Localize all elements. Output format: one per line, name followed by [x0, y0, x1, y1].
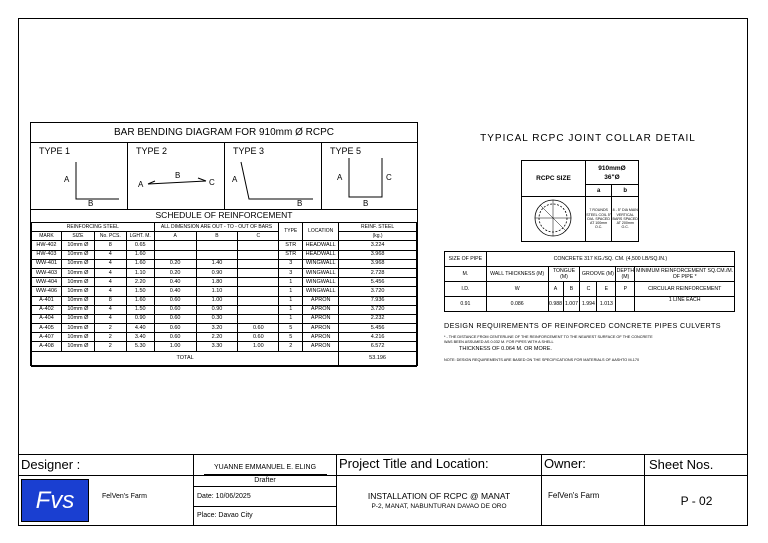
- project-title: INSTALLATION OF RCPC @ MANAT: [367, 491, 511, 501]
- table-cell: APRON: [303, 333, 339, 342]
- table-cell: 5.30: [126, 342, 154, 351]
- groove-header: GROOVE (M): [580, 267, 616, 282]
- table-cell: 8: [94, 241, 126, 250]
- total-label: TOTAL: [32, 351, 339, 366]
- type-1-diagram: [31, 142, 128, 209]
- table-cell: 0.90: [126, 314, 154, 323]
- circular-reinf-label: CIRCULAR REINFORCEMENT: [635, 282, 735, 297]
- header-b: B: [196, 232, 238, 241]
- table-cell: 3.224: [339, 241, 417, 250]
- table-cell: HEADWALL: [303, 241, 339, 250]
- table-cell: 1.60: [126, 259, 154, 268]
- c-value: 1.994: [580, 297, 597, 312]
- table-cell: A-407: [32, 333, 62, 342]
- header-type: TYPE: [279, 223, 303, 241]
- depth-header: DEPTH (M): [616, 268, 635, 280]
- table-cell: 3.968: [339, 250, 417, 259]
- table-cell: 10mm Ø: [61, 259, 94, 268]
- table-cell: [238, 241, 279, 250]
- p-value: [616, 297, 635, 312]
- table-cell: A-402: [32, 305, 62, 314]
- table-cell: 4: [94, 259, 126, 268]
- table-cell: [238, 268, 279, 277]
- type-2-label: TYPE 2: [136, 146, 168, 156]
- project-cell: [336, 454, 541, 526]
- table-cell: 2.20: [126, 278, 154, 287]
- pipe-section-icon: [522, 197, 584, 239]
- table-cell: 1.00: [238, 342, 279, 351]
- table-cell: 0.60: [154, 296, 196, 305]
- table-cell: 4: [94, 305, 126, 314]
- table-cell: 1.60: [126, 250, 154, 259]
- table-cell: A-404: [32, 314, 62, 323]
- table-cell: [238, 314, 279, 323]
- type-5-c: C: [386, 173, 392, 182]
- drafter-divider: [194, 486, 336, 487]
- table-cell: 1.10: [126, 268, 154, 277]
- wall-thickness-header: WALL THICKNESS (M): [486, 267, 548, 282]
- table-cell: 3.720: [339, 305, 417, 314]
- w-value: 0.086: [486, 297, 548, 312]
- table-cell: 6.572: [339, 342, 417, 351]
- schedule-header-row-2: [32, 232, 417, 241]
- design-note-1: * - THE DISTANCE FROM CENTERLINE OF THE REINFORCEMENT TO THE NEAREST SURFACE OF THE CONCRETE WAS BEEN ASSUMED AS 0.032 M. FOR PIPES WITH A SHELL: [444, 335, 653, 344]
- table-cell: 1: [279, 305, 303, 314]
- min-reinf-header: MINIMUM REINFORCEMENT SQ.CM./M. OF PIPE *: [636, 268, 734, 280]
- table-row: [32, 333, 417, 342]
- table-row: [32, 241, 417, 250]
- table-cell: STR: [279, 241, 303, 250]
- schedule-total-row: [32, 351, 417, 366]
- drafter-cell: [193, 454, 336, 526]
- sheet-number: P - 02: [680, 494, 713, 508]
- b-label: B: [563, 282, 580, 297]
- owner-value: FelVen's Farm: [548, 491, 600, 500]
- collar-section-drawing: [522, 197, 586, 242]
- tongue-header: TONGUE (M): [548, 267, 580, 282]
- type-1-b: B: [88, 199, 94, 208]
- table-cell: 0.40: [154, 287, 196, 296]
- rcpc-size-value: 910mmØ 36"Ø: [585, 161, 638, 185]
- logo-text: Fvs: [35, 487, 75, 514]
- table-cell: 0.20: [154, 259, 196, 268]
- table-cell: WW-406: [32, 287, 62, 296]
- table-cell: HW-402: [32, 241, 62, 250]
- table-cell: HEADWALL: [303, 250, 339, 259]
- schedule-table: [31, 222, 417, 367]
- table-cell: WW-404: [32, 278, 62, 287]
- col-b-label: b: [612, 185, 639, 197]
- table-cell: 10mm Ø: [61, 250, 94, 259]
- date-divider: [194, 506, 336, 507]
- table-cell: 1: [279, 296, 303, 305]
- table-cell: 1.80: [196, 278, 238, 287]
- table-cell: 1: [279, 278, 303, 287]
- designer-label: Designer :: [21, 457, 81, 472]
- design-requirements-title: DESIGN REQUIREMENTS OF REINFORCED CONCRETE PIPES CULVERTS: [444, 321, 721, 330]
- date-field: Date: 10/06/2025: [197, 493, 251, 500]
- header-reinforcing-steel: REINFORCING STEEL: [32, 223, 155, 232]
- table-cell: 10mm Ø: [61, 333, 94, 342]
- header-location: LOCATION: [303, 223, 339, 241]
- table-cell: 0.40: [154, 278, 196, 287]
- table-cell: WINGWALL: [303, 287, 339, 296]
- table-cell: WW-401: [32, 259, 62, 268]
- type-5-label: TYPE 5: [330, 146, 362, 156]
- table-cell: APRON: [303, 324, 339, 333]
- table-cell: A-405: [32, 324, 62, 333]
- table-cell: A-401: [32, 296, 62, 305]
- table-cell: STR: [279, 250, 303, 259]
- table-cell: [154, 241, 196, 250]
- table-cell: 0.60: [154, 314, 196, 323]
- type-3-shape: [225, 142, 322, 209]
- table-cell: 3.30: [196, 342, 238, 351]
- sheet-cell: [644, 454, 748, 526]
- type-1-shape: [31, 142, 128, 209]
- table-cell: 0.65: [126, 241, 154, 250]
- table-cell: [154, 250, 196, 259]
- table-cell: 3: [279, 268, 303, 277]
- type-3-a: A: [232, 175, 238, 184]
- table-cell: 5.456: [339, 324, 417, 333]
- table-cell: 3.40: [126, 333, 154, 342]
- design-note-1b: THICKNESS OF 0.064 M. OR MORE.: [459, 346, 552, 352]
- header-pcs: No. PCS.: [94, 232, 126, 241]
- rcpc-size-table: [521, 160, 639, 242]
- table-cell: 7.936: [339, 296, 417, 305]
- joint-collar-title: TYPICAL RCPC JOINT COLLAR DETAIL: [480, 133, 696, 144]
- table-cell: [238, 250, 279, 259]
- type-5-b: B: [363, 199, 369, 208]
- table-cell: 0.90: [196, 268, 238, 277]
- size-of-pipe-label: SIZE OF PIPE: [445, 252, 487, 267]
- owner-cell: [541, 454, 644, 526]
- e-value: 1.013: [597, 297, 616, 312]
- id-label: I.D.: [445, 282, 487, 297]
- table-cell: 4: [94, 278, 126, 287]
- bar-bending-title: BAR BENDING DIAGRAM FOR 910mm Ø RCPC: [31, 123, 417, 143]
- table-cell: 2: [94, 324, 126, 333]
- drafter-label: Drafter: [254, 477, 276, 484]
- table-cell: 0.60: [154, 333, 196, 342]
- table-cell: 10mm Ø: [61, 287, 94, 296]
- type-2-a: A: [138, 180, 144, 189]
- table-cell: 0.60: [238, 333, 279, 342]
- table-cell: 0.30: [196, 314, 238, 323]
- table-cell: APRON: [303, 296, 339, 305]
- table-cell: 3.968: [339, 259, 417, 268]
- concrete-spec: CONCRETE 317 KG./SQ. CM. (4,500 LB/SQ.IN.): [486, 252, 734, 267]
- concrete-requirements-table: [444, 251, 735, 312]
- table-cell: [238, 305, 279, 314]
- table-cell: APRON: [303, 305, 339, 314]
- header-kg: (kg.): [339, 232, 417, 241]
- fvs-logo: [21, 479, 89, 522]
- table-cell: 0.60: [238, 324, 279, 333]
- logo-company-name: FelVen's Farm: [102, 493, 147, 500]
- table-cell: WINGWALL: [303, 268, 339, 277]
- table-cell: 1.10: [196, 287, 238, 296]
- table-cell: 2: [94, 333, 126, 342]
- table-cell: 5: [279, 333, 303, 342]
- title-block: [18, 454, 748, 526]
- table-cell: 2: [94, 342, 126, 351]
- table-row: [32, 314, 417, 323]
- a-label: A: [548, 282, 563, 297]
- table-cell: 2.728: [339, 268, 417, 277]
- table-cell: A-408: [32, 342, 62, 351]
- c-label: C: [580, 282, 597, 297]
- type-5-shape: [322, 142, 417, 209]
- table-cell: 1.00: [196, 296, 238, 305]
- table-cell: 4.216: [339, 333, 417, 342]
- table-cell: 3.720: [339, 287, 417, 296]
- type-2-shape: [128, 142, 225, 209]
- table-row: [32, 259, 417, 268]
- type-2-c: C: [209, 178, 215, 187]
- p-label: P: [616, 282, 635, 297]
- table-cell: WINGWALL: [303, 259, 339, 268]
- table-cell: WW-403: [32, 268, 62, 277]
- type-3-label: TYPE 3: [233, 146, 265, 156]
- table-cell: [196, 250, 238, 259]
- table-cell: 10mm Ø: [61, 324, 94, 333]
- table-cell: 10mm Ø: [61, 296, 94, 305]
- table-cell: 1.50: [126, 305, 154, 314]
- type-5-diagram: [322, 142, 417, 209]
- col-a-label: a: [585, 185, 611, 197]
- table-cell: 4: [94, 314, 126, 323]
- table-cell: HW-403: [32, 250, 62, 259]
- table-cell: 3.20: [196, 324, 238, 333]
- table-cell: 4: [94, 287, 126, 296]
- note-a: 7 ROUNDS STEEL COIL 5" DIA. SPACED AT 100mm O.C.: [585, 197, 611, 242]
- drafter-underline: [204, 474, 327, 475]
- header-reinf-steel: REINF. STEEL: [339, 223, 417, 232]
- table-cell: 8: [94, 296, 126, 305]
- table-cell: [238, 278, 279, 287]
- table-row: [32, 268, 417, 277]
- a-value: 0.988: [548, 297, 563, 312]
- project-location: P-2, MANAT, NABUNTURAN DAVAO DE ORO: [371, 503, 507, 510]
- header-mark: MARK: [32, 232, 62, 241]
- table-cell: 1.40: [196, 259, 238, 268]
- table-cell: 10mm Ø: [61, 314, 94, 323]
- unit-m: M.: [445, 267, 487, 282]
- table-row: [32, 342, 417, 351]
- e-label: E: [597, 282, 616, 297]
- drafter-name: YUANNE EMMANUEL E. ELING: [213, 464, 317, 471]
- w-label: W: [486, 282, 548, 297]
- schedule-title: SCHEDULE OF REINFORCEMENT: [31, 209, 417, 223]
- table-cell: 0.20: [154, 268, 196, 277]
- table-cell: 2.20: [196, 333, 238, 342]
- type-1-label: TYPE 1: [39, 146, 71, 156]
- type-1-a: A: [64, 175, 70, 184]
- type-2-b: B: [175, 171, 181, 180]
- sheet-label: Sheet Nos.: [649, 457, 714, 472]
- table-cell: 10mm Ø: [61, 268, 94, 277]
- table-cell: 0.60: [154, 305, 196, 314]
- header-a: A: [154, 232, 196, 241]
- table-cell: 10mm Ø: [61, 305, 94, 314]
- project-label: Project Title and Location:: [339, 456, 489, 471]
- header-size: SIZE: [61, 232, 94, 241]
- table-cell: 4.40: [126, 324, 154, 333]
- table-row: [32, 305, 417, 314]
- table-cell: 5.456: [339, 278, 417, 287]
- b-value: 1.007: [563, 297, 580, 312]
- type-3-diagram: [225, 142, 322, 209]
- table-row: [32, 324, 417, 333]
- table-cell: 3: [279, 259, 303, 268]
- table-row: [32, 296, 417, 305]
- table-cell: [238, 296, 279, 305]
- table-cell: 1: [279, 287, 303, 296]
- table-cell: 10mm Ø: [61, 241, 94, 250]
- table-cell: APRON: [303, 342, 339, 351]
- table-cell: 5: [279, 324, 303, 333]
- header-all-dimension: ALL DIMENSION ARE OUT - TO - OUT OF BARS: [154, 223, 279, 232]
- table-cell: [238, 259, 279, 268]
- total-value: 53.196: [339, 351, 417, 366]
- table-cell: 10mm Ø: [61, 342, 94, 351]
- bar-bending-panel: [30, 122, 418, 366]
- table-cell: 1.00: [154, 342, 196, 351]
- table-row: [32, 287, 417, 296]
- table-cell: 1.50: [126, 287, 154, 296]
- table-cell: APRON: [303, 314, 339, 323]
- owner-label: Owner:: [544, 456, 586, 471]
- header-c: C: [238, 232, 279, 241]
- rcpc-size-label: RCPC SIZE: [522, 161, 586, 197]
- table-cell: 0.60: [154, 324, 196, 333]
- table-cell: 2: [279, 342, 303, 351]
- table-cell: [196, 241, 238, 250]
- type-3-b: B: [297, 199, 303, 208]
- schedule-header-row-1: [32, 223, 417, 232]
- table-cell: [238, 287, 279, 296]
- design-note-2: NOTE: DESIGN REQUIREMENTS ARE BASED ON THE SPECIFICATIONS FOR MATERIALS OF AASHTO M-170: [444, 358, 640, 362]
- table-cell: 1.60: [126, 296, 154, 305]
- header-lght: LGHT. M.: [126, 232, 154, 241]
- line-each-value: 1 LINE EACH: [635, 297, 735, 312]
- table-row: [32, 278, 417, 287]
- place-field: Place: Davao City: [197, 512, 253, 519]
- table-cell: 4: [94, 250, 126, 259]
- table-cell: 4: [94, 268, 126, 277]
- table-cell: 1: [279, 314, 303, 323]
- type-2-diagram: [128, 142, 225, 209]
- table-cell: 2.232: [339, 314, 417, 323]
- table-row: [32, 250, 417, 259]
- note-b: 8 - 5" DIA MAIN VERTICAL BARS SPACED AT 200mm O.C.: [612, 197, 639, 242]
- bar-types-row: [31, 142, 417, 210]
- table-cell: WINGWALL: [303, 278, 339, 287]
- table-cell: 10mm Ø: [61, 278, 94, 287]
- pipe-value: 0.91: [445, 297, 487, 312]
- table-cell: 0.90: [196, 305, 238, 314]
- type-5-a: A: [337, 173, 343, 182]
